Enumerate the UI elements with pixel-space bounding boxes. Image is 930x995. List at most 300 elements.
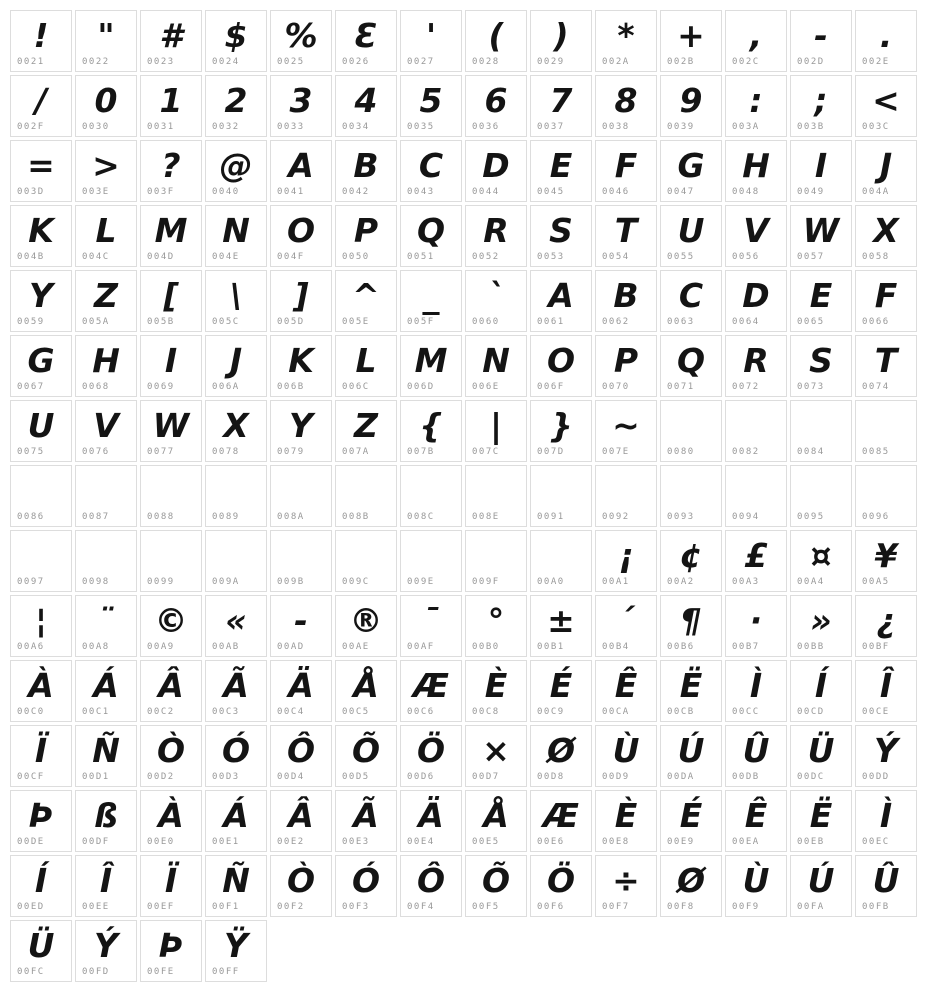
glyph-cell — [465, 465, 527, 527]
glyph-code-label: 00C3 — [212, 707, 240, 717]
glyph-char: Þ — [28, 795, 54, 835]
glyph-char — [856, 466, 916, 514]
glyph-cell — [335, 335, 397, 397]
glyph-code-label: 0031 — [147, 122, 175, 132]
glyph-cell — [465, 205, 527, 267]
glyph-code-label: 0076 — [82, 447, 110, 457]
glyph-code-label: 00F9 — [732, 902, 760, 912]
glyph-char: J — [879, 145, 893, 185]
glyph-cell — [335, 465, 397, 527]
glyph-char: · — [749, 600, 763, 640]
glyph-code-label: 0036 — [472, 122, 500, 132]
glyph-code-label: 00CD — [797, 707, 825, 717]
glyph-cell — [75, 10, 137, 72]
glyph-cell — [205, 140, 267, 202]
glyph-code-label: 005B — [147, 317, 175, 327]
glyph-cell — [855, 530, 917, 592]
glyph-cell — [400, 725, 462, 787]
glyph-code-label: 004C — [82, 252, 110, 262]
glyph-char: ÷ — [612, 860, 640, 900]
glyph-code-label: 0047 — [667, 187, 695, 197]
glyph-cell — [790, 270, 852, 332]
glyph-code-label: 008B — [342, 512, 370, 522]
glyph-code-label: 00AE — [342, 642, 370, 652]
glyph-char: 9 — [679, 80, 703, 120]
glyph-cell — [75, 595, 137, 657]
glyph-cell — [530, 400, 592, 462]
glyph-cell — [855, 335, 917, 397]
glyph-char: Ñ — [92, 730, 120, 770]
glyph-cell — [205, 400, 267, 462]
glyph-cell — [205, 270, 267, 332]
glyph-char: ' — [425, 15, 437, 55]
glyph-char: Õ — [351, 730, 381, 770]
glyph-cell — [140, 660, 202, 722]
glyph-char — [596, 466, 656, 514]
glyph-cell — [595, 790, 657, 852]
glyph-cell — [855, 465, 917, 527]
glyph-code-label: 00E2 — [277, 837, 305, 847]
glyph-char: / — [34, 80, 48, 120]
glyph-code-label: 0027 — [407, 57, 435, 67]
glyph-code-label: 00E1 — [212, 837, 240, 847]
glyph-code-label: 0069 — [147, 382, 175, 392]
glyph-code-label: 0061 — [537, 317, 565, 327]
glyph-char: Ä — [418, 795, 444, 835]
glyph-cell — [530, 10, 592, 72]
glyph-char: Ø — [676, 860, 706, 900]
glyph-cell — [10, 660, 72, 722]
glyph-cell — [10, 140, 72, 202]
glyph-cell — [855, 725, 917, 787]
glyph-char — [661, 466, 721, 514]
glyph-char: © — [154, 600, 188, 640]
glyph-cell — [10, 205, 72, 267]
glyph-cell — [75, 75, 137, 137]
glyph-code-label: 00F4 — [407, 902, 435, 912]
glyph-cell — [10, 465, 72, 527]
glyph-char: ® — [349, 600, 383, 640]
glyph-char: U — [677, 210, 705, 250]
glyph-cell — [790, 400, 852, 462]
glyph-code-label: 003E — [82, 187, 110, 197]
glyph-code-label: 0082 — [732, 447, 760, 457]
glyph-cell — [660, 725, 722, 787]
glyph-code-label: 00ED — [17, 902, 45, 912]
glyph-code-label: 0065 — [797, 317, 825, 327]
glyph-cell — [140, 335, 202, 397]
glyph-char: Ò — [286, 860, 316, 900]
glyph-cell — [270, 140, 332, 202]
glyph-code-label: 0088 — [147, 512, 175, 522]
glyph-char: « — [225, 600, 247, 640]
glyph-cell — [725, 205, 787, 267]
glyph-cell — [10, 75, 72, 137]
glyph-char: G — [27, 340, 55, 380]
glyph-cell — [400, 465, 462, 527]
glyph-char: } — [549, 405, 573, 445]
glyph-row — [10, 790, 930, 852]
glyph-code-label: 0044 — [472, 187, 500, 197]
glyph-cell — [335, 10, 397, 72]
glyph-char — [11, 531, 71, 579]
glyph-char: | — [489, 405, 503, 445]
glyph-cell — [530, 270, 592, 332]
glyph-code-label: 00A4 — [797, 577, 825, 587]
glyph-cell — [400, 855, 462, 917]
glyph-char: ? — [161, 145, 181, 185]
glyph-char: ¡ — [618, 535, 634, 575]
glyph-char: G — [677, 145, 705, 185]
glyph-char: » — [810, 600, 832, 640]
glyph-code-label: 0062 — [602, 317, 630, 327]
glyph-char: P — [353, 210, 379, 250]
glyph-cell — [465, 270, 527, 332]
glyph-char: # — [159, 15, 183, 55]
glyph-code-label: 00B0 — [472, 642, 500, 652]
glyph-code-label: 00EA — [732, 837, 760, 847]
glyph-char: Z — [94, 275, 118, 315]
glyph-cell — [530, 595, 592, 657]
glyph-code-label: 002A — [602, 57, 630, 67]
glyph-char: Æ — [413, 665, 449, 705]
glyph-row — [10, 660, 930, 722]
glyph-cell — [205, 530, 267, 592]
glyph-cell — [75, 465, 137, 527]
glyph-char — [466, 466, 526, 514]
glyph-code-label: 0089 — [212, 512, 240, 522]
glyph-code-label: 00E8 — [602, 837, 630, 847]
glyph-code-label: 003F — [147, 187, 175, 197]
glyph-char: E — [809, 275, 833, 315]
glyph-code-label: 0046 — [602, 187, 630, 197]
glyph-cell — [10, 10, 72, 72]
glyph-code-label: 00A9 — [147, 642, 175, 652]
glyph-char: A — [288, 145, 314, 185]
glyph-cell — [270, 855, 332, 917]
glyph-char — [466, 531, 526, 579]
glyph-code-label: 0049 — [797, 187, 825, 197]
glyph-code-label: 00CB — [667, 707, 695, 717]
glyph-char: À — [158, 795, 184, 835]
glyph-code-label: 008A — [277, 512, 305, 522]
glyph-code-label: 00F5 — [472, 902, 500, 912]
glyph-char: < — [872, 80, 900, 120]
glyph-code-label: 005A — [82, 317, 110, 327]
glyph-code-label: 0078 — [212, 447, 240, 457]
glyph-code-label: 00CF — [17, 772, 45, 782]
glyph-code-label: 00DF — [82, 837, 110, 847]
glyph-char: 5 — [419, 80, 443, 120]
glyph-char: Ú — [807, 860, 835, 900]
glyph-char: Ú — [677, 730, 705, 770]
glyph-cell — [855, 400, 917, 462]
glyph-cell — [725, 530, 787, 592]
glyph-cell — [595, 205, 657, 267]
glyph-cell — [140, 205, 202, 267]
glyph-code-label: 00D9 — [602, 772, 630, 782]
glyph-cell — [790, 660, 852, 722]
glyph-cell — [595, 855, 657, 917]
glyph-char: Ï — [34, 730, 48, 770]
glyph-cell — [660, 205, 722, 267]
glyph-char: F — [874, 275, 898, 315]
glyph-char: Y — [289, 405, 313, 445]
glyph-code-label: 00B4 — [602, 642, 630, 652]
glyph-cell — [530, 660, 592, 722]
glyph-cell — [75, 270, 137, 332]
glyph-char: S — [809, 340, 833, 380]
glyph-code-label: 0068 — [82, 382, 110, 392]
glyph-cell — [725, 660, 787, 722]
glyph-char — [791, 401, 851, 449]
glyph-cell — [400, 75, 462, 137]
glyph-cell — [75, 790, 137, 852]
glyph-cell — [10, 855, 72, 917]
glyph-cell — [790, 10, 852, 72]
glyph-char: $ — [224, 15, 248, 55]
glyph-code-label: 004F — [277, 252, 305, 262]
glyph-char: Ù — [612, 730, 640, 770]
glyph-char: ¤ — [810, 535, 832, 575]
glyph-char: È — [614, 795, 638, 835]
glyph-code-label: 00C5 — [342, 707, 370, 717]
glyph-cell — [660, 790, 722, 852]
glyph-char: 3 — [289, 80, 313, 120]
glyph-char: M — [154, 210, 188, 250]
glyph-row — [10, 530, 930, 592]
glyph-cell — [335, 140, 397, 202]
glyph-cell — [270, 10, 332, 72]
glyph-cell — [270, 335, 332, 397]
glyph-char: Á — [93, 665, 119, 705]
glyph-row — [10, 465, 930, 527]
glyph-code-label: 002F — [17, 122, 45, 132]
glyph-code-label: 00F7 — [602, 902, 630, 912]
glyph-char: Ï — [164, 860, 178, 900]
glyph-code-label: 007B — [407, 447, 435, 457]
glyph-code-label: 0048 — [732, 187, 760, 197]
glyph-code-label: 008C — [407, 512, 435, 522]
glyph-code-label: 0071 — [667, 382, 695, 392]
glyph-cell — [530, 790, 592, 852]
glyph-cell — [335, 595, 397, 657]
glyph-cell — [660, 660, 722, 722]
glyph-cell — [530, 140, 592, 202]
glyph-char: Ì — [749, 665, 763, 705]
glyph-char — [726, 401, 786, 449]
glyph-char: K — [288, 340, 314, 380]
glyph-code-label: 005D — [277, 317, 305, 327]
glyph-char: B — [353, 145, 379, 185]
glyph-code-label: 004D — [147, 252, 175, 262]
glyph-char: = — [27, 145, 55, 185]
glyph-char: Þ — [158, 925, 184, 965]
glyph-char: R — [483, 210, 509, 250]
glyph-char: ¯ — [422, 600, 440, 640]
glyph-cell — [140, 75, 202, 137]
glyph-cell — [790, 595, 852, 657]
glyph-code-label: 0053 — [537, 252, 565, 262]
glyph-code-label: 007D — [537, 447, 565, 457]
glyph-code-label: 00D5 — [342, 772, 370, 782]
glyph-char — [76, 466, 136, 514]
glyph-char: ) — [553, 15, 569, 55]
glyph-char: Ó — [221, 730, 251, 770]
glyph-char: Ì — [879, 795, 893, 835]
glyph-cell — [270, 205, 332, 267]
glyph-cell — [855, 660, 917, 722]
glyph-code-label: 0093 — [667, 512, 695, 522]
glyph-code-label: 0026 — [342, 57, 370, 67]
glyph-code-label: 00D8 — [537, 772, 565, 782]
glyph-cell — [790, 140, 852, 202]
glyph-cell — [400, 205, 462, 267]
glyph-char — [401, 531, 461, 579]
glyph-code-label: 0022 — [82, 57, 110, 67]
glyph-char: L — [95, 210, 117, 250]
glyph-code-label: 002E — [862, 57, 890, 67]
glyph-char: ¨ — [97, 600, 115, 640]
glyph-code-label: 00D3 — [212, 772, 240, 782]
glyph-cell — [10, 400, 72, 462]
glyph-code-label: 00DC — [797, 772, 825, 782]
glyph-cell — [140, 725, 202, 787]
glyph-char: V — [743, 210, 769, 250]
glyph-char: M — [414, 340, 448, 380]
glyph-code-label: 00DB — [732, 772, 760, 782]
glyph-row — [10, 595, 930, 657]
glyph-cell — [205, 10, 267, 72]
glyph-char: U — [27, 405, 55, 445]
glyph-cell — [465, 10, 527, 72]
glyph-code-label: 0072 — [732, 382, 760, 392]
glyph-cell — [855, 595, 917, 657]
glyph-code-label: 0059 — [17, 317, 45, 327]
glyph-cell — [855, 205, 917, 267]
glyph-cell — [140, 400, 202, 462]
glyph-cell — [725, 75, 787, 137]
glyph-code-label: 00FF — [212, 967, 240, 977]
glyph-code-label: 0064 — [732, 317, 760, 327]
glyph-char: ± — [547, 600, 575, 640]
glyph-char: C — [418, 145, 444, 185]
glyph-code-label: 00C8 — [472, 707, 500, 717]
glyph-code-label: 0052 — [472, 252, 500, 262]
glyph-row — [10, 335, 930, 397]
glyph-cell — [400, 595, 462, 657]
glyph-cell — [10, 790, 72, 852]
glyph-code-label: 0039 — [667, 122, 695, 132]
glyph-char: ¦ — [34, 600, 48, 640]
glyph-char: H — [742, 145, 770, 185]
glyph-code-label: 0024 — [212, 57, 240, 67]
glyph-char — [401, 466, 461, 514]
glyph-cell — [595, 140, 657, 202]
glyph-code-label: 0092 — [602, 512, 630, 522]
glyph-char: > — [92, 145, 120, 185]
glyph-row — [10, 920, 930, 982]
glyph-code-label: 00C0 — [17, 707, 45, 717]
glyph-cell — [270, 530, 332, 592]
glyph-cell — [335, 855, 397, 917]
glyph-char — [76, 531, 136, 579]
glyph-char: 8 — [614, 80, 638, 120]
glyph-cell — [75, 335, 137, 397]
glyph-cell — [790, 790, 852, 852]
glyph-cell — [75, 660, 137, 722]
glyph-char: ´ — [617, 600, 635, 640]
glyph-char: Â — [288, 795, 314, 835]
glyph-code-label: 00D4 — [277, 772, 305, 782]
glyph-code-label: 0075 — [17, 447, 45, 457]
glyph-char: N — [482, 340, 510, 380]
glyph-code-label: 00F1 — [212, 902, 240, 912]
glyph-char: Ã — [223, 665, 249, 705]
glyph-cell — [465, 335, 527, 397]
glyph-cell — [10, 920, 72, 982]
glyph-char: X — [223, 405, 249, 445]
glyph-char: ( — [488, 15, 504, 55]
glyph-code-label: 00CA — [602, 707, 630, 717]
glyph-code-label: 003B — [797, 122, 825, 132]
glyph-char — [271, 531, 331, 579]
glyph-cell — [335, 205, 397, 267]
glyph-code-label: 0077 — [147, 447, 175, 457]
glyph-cell — [660, 335, 722, 397]
glyph-char: Í — [814, 665, 828, 705]
glyph-char: O — [546, 340, 576, 380]
glyph-char: D — [742, 275, 770, 315]
glyph-char: " — [97, 15, 115, 55]
glyph-cell — [595, 270, 657, 332]
glyph-cell — [465, 725, 527, 787]
glyph-char: Ø — [546, 730, 576, 770]
glyph-code-label: 00FD — [82, 967, 110, 977]
glyph-cell — [530, 530, 592, 592]
glyph-char: B — [613, 275, 639, 315]
glyph-cell — [10, 270, 72, 332]
glyph-cell — [855, 855, 917, 917]
glyph-cell — [595, 660, 657, 722]
glyph-code-label: 00A2 — [667, 577, 695, 587]
glyph-code-label: 006A — [212, 382, 240, 392]
glyph-code-label: 0033 — [277, 122, 305, 132]
glyph-char: _ — [422, 275, 440, 315]
glyph-code-label: 0063 — [667, 317, 695, 327]
glyph-cell — [335, 660, 397, 722]
glyph-code-label: 009C — [342, 577, 370, 587]
glyph-cell — [140, 465, 202, 527]
glyph-cell — [270, 465, 332, 527]
glyph-char — [531, 466, 591, 514]
glyph-row — [10, 205, 930, 267]
glyph-cell — [465, 790, 527, 852]
glyph-char: ` — [487, 275, 505, 315]
glyph-code-label: 00A1 — [602, 577, 630, 587]
glyph-cell — [595, 400, 657, 462]
glyph-cell — [270, 75, 332, 137]
glyph-cell — [75, 920, 137, 982]
glyph-char: ! — [33, 15, 49, 55]
glyph-cell — [465, 75, 527, 137]
glyph-char: ^ — [352, 275, 380, 315]
glyph-cell — [335, 530, 397, 592]
glyph-code-label: 0085 — [862, 447, 890, 457]
glyph-cell — [10, 335, 72, 397]
glyph-code-label: 0038 — [602, 122, 630, 132]
glyph-char: Ÿ — [224, 925, 248, 965]
